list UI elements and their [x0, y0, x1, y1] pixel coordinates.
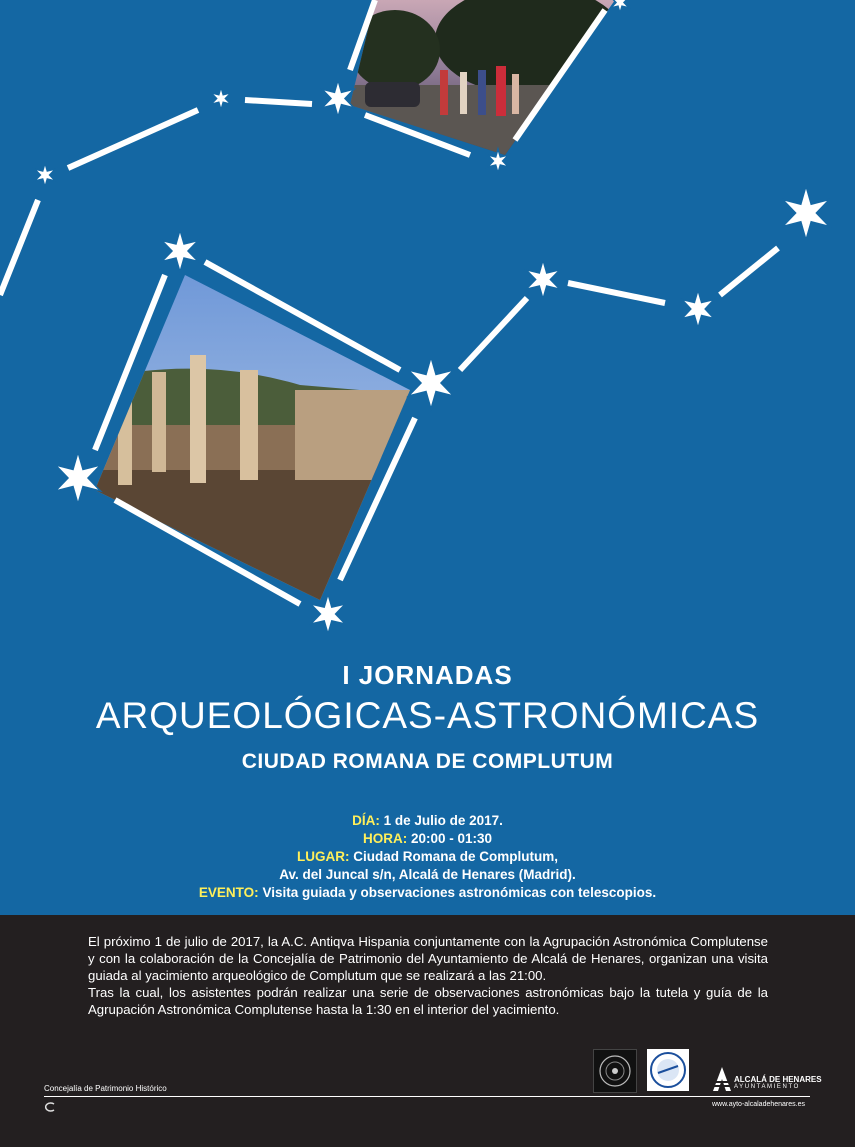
- description-paragraph-2: Tras la cual, los asistentes podrán realizar una serie de observaciones astronómicas bajo la tutela y guía de la Agrupación Astronómica Complutense hasta la 1:30 en el interior del yacimiento.: [88, 985, 768, 1017]
- time-value: 20:00 - 01:30: [410, 831, 493, 846]
- astronomica-complutense-logo: [647, 1049, 689, 1091]
- event-label: EVENTO:: [198, 885, 259, 900]
- title-line-3: CIUDAD ROMANA DE COMPLUTUM: [241, 750, 614, 773]
- ayuntamiento-emblem-icon: [712, 1066, 732, 1092]
- star-icon: [56, 452, 101, 504]
- date-value: 1 de Julio de 2017.: [383, 813, 503, 828]
- comunicacion-logo: [44, 1102, 56, 1112]
- description-paragraph-1: El próximo 1 de julio de 2017, la A.C. Antiqva Hispania conjuntamente con la Agrupación Astronómica Complutense y con la colaboración de la Concejalía de Patrimonio del Ayuntamiento de Alcalá de Henares, organizan una visita guiada al yacimiento arqueológico de Complutum que se realizará a las 21:00.: [88, 934, 768, 983]
- star-icon: [526, 260, 560, 299]
- date-label: DÍA:: [352, 813, 380, 828]
- ayuntamiento-logo: [712, 1066, 822, 1097]
- star-icon: [322, 80, 354, 117]
- place-label: LUGAR:: [296, 849, 350, 864]
- event-value: Visita guiada y observaciones astronómicas con telescopios.: [262, 885, 657, 900]
- star-icon: [611, 0, 629, 13]
- website-link[interactable]: www.ayto-alcaladehenares.es: [712, 1101, 805, 1108]
- time-label: HORA:: [362, 831, 408, 846]
- star-icon: [162, 230, 198, 272]
- photo-night-visit: [340, 0, 630, 165]
- star-icon: [409, 357, 454, 409]
- footer-divider: [44, 1096, 810, 1097]
- ayuntamiento-name: ALCALÁ DE HENARES: [734, 1075, 822, 1084]
- antiqva-hispania-logo: [593, 1049, 637, 1093]
- star-icon: [35, 163, 56, 187]
- star-icon: [311, 594, 346, 634]
- ayuntamiento-subtitle: AYUNTAMIENTO: [734, 1084, 800, 1090]
- photo-roman-ruins: [90, 270, 420, 615]
- department-name: Concejalía de Patrimonio Histórico: [44, 1084, 167, 1093]
- title-line-2: ARQUEOLÓGICAS-ASTRONÓMICAS: [95, 695, 760, 736]
- title-line-1: I JORNADAS: [342, 660, 513, 690]
- event-description: [88, 933, 768, 1018]
- star-icon: [211, 87, 231, 110]
- star-icon: [682, 290, 714, 328]
- event-details: [0, 812, 855, 902]
- star-icon: [783, 186, 830, 240]
- place-value: Ciudad Romana de Complutum,: [353, 849, 559, 864]
- place-address: Av. del Juncal s/n, Alcalá de Henares (Madrid).: [279, 867, 576, 882]
